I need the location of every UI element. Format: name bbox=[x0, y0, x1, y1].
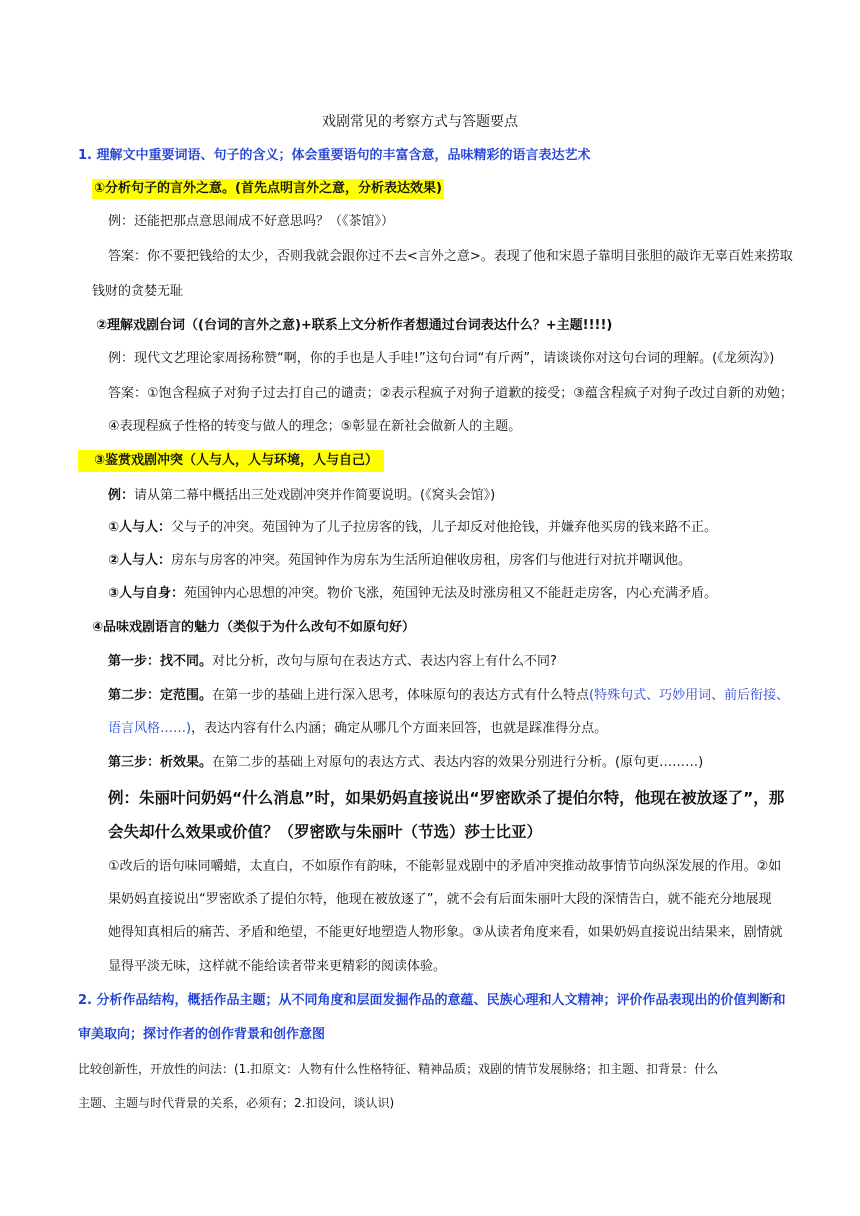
point-3-example bbox=[108, 487, 495, 505]
point-1-label: ①分析句子的言外之意。(首先点明言外之意，分析表达效果) bbox=[92, 179, 444, 199]
section-2-note-line-2: 主题、主题与时代背景的关系，必须有；2.扣设问，谈认识) bbox=[78, 1096, 395, 1110]
conflict-2-text: 房东与房客的冲突。苑国钟作为房东为生活所迫催收房租，房客们与他进行对抗并嘲讽他。 bbox=[171, 553, 692, 568]
conflict-3-text: 苑国钟内心思想的冲突。物价飞涨，苑国钟无法及时涨房租又不能赶走房客，内心充满矛盾。 bbox=[184, 586, 718, 601]
step-1 bbox=[108, 653, 557, 671]
example-prefix: 例： bbox=[108, 488, 135, 503]
point-3-label: ③鉴赏戏剧冲突（人与人，人与环境，人与自己） bbox=[78, 450, 384, 472]
point-4-answer-line-4: 显得平淡无味，这样就不能给读者带来更精彩的阅读体验。 bbox=[108, 959, 447, 974]
point-4-answer-line-3: 她得知真相后的痛苦、矛盾和绝望，不能更好地塑造人物形象。③从读者角度来看，如果奶妈直接说出结果来，剧情就 bbox=[108, 925, 783, 940]
step-3 bbox=[108, 754, 703, 772]
conflict-1-text: 父与子的冲突。苑国钟为了儿子拉房客的钱，儿子却反对他抢钱，并嫌弃他买房的钱来路不正。 bbox=[171, 520, 718, 535]
step-2-blue-text-2: 语言风格……) bbox=[108, 721, 192, 736]
section-2-heading-line-2: 审美取向；探讨作者的创作背景和创作意图 bbox=[78, 1027, 326, 1042]
document-title: 戏剧常见的考察方式与答题要点 bbox=[322, 114, 518, 130]
step-2-line-1 bbox=[108, 687, 789, 705]
conflict-1 bbox=[108, 519, 717, 537]
point-4-answer-line-2: 果奶妈直接说出“罗密欧杀了提伯尔特，他现在被放逐了”，就不会有后面朱丽叶大段的深情告白，就不能充分地展现 bbox=[108, 892, 772, 907]
point-2-label: ②理解戏剧台词（(台词的言外之意)+联系上文分析作者想通过台词表达什么？+主题!!!!) bbox=[96, 318, 613, 333]
step-2-blue-text-1: (特殊句式、巧妙用词、前后衔接、 bbox=[589, 688, 790, 703]
conflict-2-label: ②人与人： bbox=[108, 553, 172, 568]
point-2-example: 例：现代文艺理论家周扬称赞“啊，你的手也是人手哇!”这句台词“有斤两”，请谈谈你对这句台词的理解。(《龙须沟》) bbox=[108, 351, 775, 366]
section-2-note-line-1: 比较创新性，开放性的问法：(1.扣原文：人物有什么性格特征、精神品质；戏剧的情节发展脉络；扣主题、扣背景：什么 bbox=[78, 1062, 719, 1076]
step-2-text: 在第一步的基础上进行深入思考，体味原句的表达方式有什么特点 bbox=[212, 688, 590, 703]
step-3-text: 在第二步的基础上对原句的表达方式、表达内容的效果分别进行分析。(原句更………) bbox=[212, 755, 704, 770]
step-2-label: 第二步：定范围。 bbox=[108, 688, 213, 703]
point-1-answer-line-2: 钱财的贪婪无耻 bbox=[92, 284, 184, 299]
conflict-3 bbox=[108, 585, 717, 603]
step-2-line-2 bbox=[108, 720, 607, 738]
section-2-heading-line-1: 2. 分析作品结构，概括作品主题；从不同角度和层面发掘作品的意蕴、民族心理和人文精神；评价作品表现出的价值判断和 bbox=[78, 993, 786, 1008]
section-1-heading: 1. 理解文中重要词语、句子的含义；体会重要语句的丰富含意，品味精彩的语言表达艺术 bbox=[78, 148, 591, 163]
conflict-3-label: ③人与自身： bbox=[108, 586, 185, 601]
point-2-answer-line-2: ④表现程疯子性格的转变与做人的理念；⑤彰显在新社会做新人的主题。 bbox=[108, 419, 522, 434]
step-1-label: 第一步：找不同。 bbox=[108, 654, 213, 669]
step-2-text-2: ，表达内容有什么内涵；确定从哪几个方面来回答，也就是踩准得分点。 bbox=[191, 721, 608, 736]
step-1-text: 对比分析，改句与原句在表达方式、表达内容上有什么不同? bbox=[212, 654, 557, 669]
conflict-2 bbox=[108, 552, 691, 570]
point-4-answer-line-1: ①改后的语句味同嚼蜡，太直白，不如原作有韵味，不能彰显戏剧中的矛盾冲突推动故事情节向纵深发展的作用。②如 bbox=[108, 859, 782, 874]
point-1-example: 例：还能把那点意思闹成不好意思吗？（《茶馆》） bbox=[108, 214, 395, 229]
point-4-example-line-1: 例：朱丽叶问奶妈“什么消息”时，如果奶妈直接说出“罗密欧杀了提伯尔特，他现在被放逐了”，那 bbox=[108, 789, 785, 807]
example-text: 请从第二幕中概括出三处戏剧冲突并作简要说明。(《窝头会馆》) bbox=[134, 488, 496, 503]
point-4-label: ④品味戏剧语言的魅力（类似于为什么改句不如原句好） bbox=[92, 620, 416, 635]
point-4-example-line-2: 会失却什么效果或价值？（罗密欧与朱丽叶（节选）莎士比亚） bbox=[108, 823, 543, 841]
point-2-answer-line-1: 答案：①饱含程疯子对狗子过去打自己的谴责；②表示程疯子对狗子道歉的接受；③蕴含程疯子对狗子改过自新的劝勉； bbox=[108, 386, 793, 401]
conflict-1-label: ①人与人： bbox=[108, 520, 172, 535]
step-3-label: 第三步：析效果。 bbox=[108, 755, 213, 770]
point-1-answer-line-1: 答案：你不要把钱给的太少，否则我就会跟你过不去<言外之意>。表现了他和宋恩子靠明目张胆的敲诈无辜百姓来捞取 bbox=[108, 249, 793, 264]
